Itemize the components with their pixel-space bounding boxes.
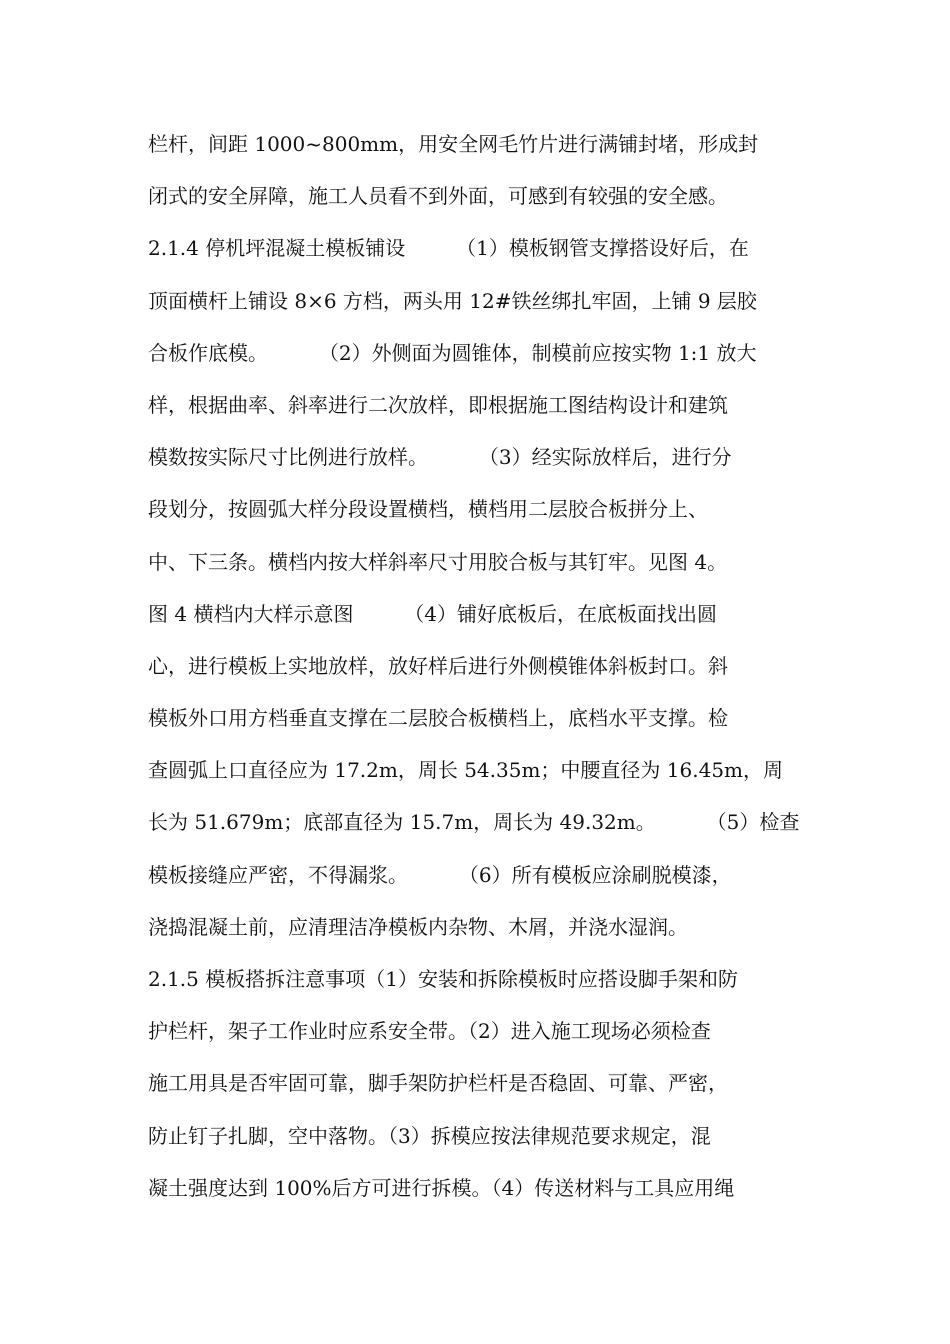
- text-line: 2.1.4 停机坪混凝土模板铺设 （1）模板钢管支撑搭设好后，在: [148, 236, 749, 261]
- text-line: 防止钉子扎脚，空中落物。（3）拆模应按法律规范要求规定，混: [148, 1123, 711, 1148]
- text-line: 长为 51.679m；底部直径为 15.7m，周长为 49.32m。 （5）检查: [148, 810, 800, 835]
- text-line: 模数按实际尺寸比例进行放样。 （3）经实际放样后，进行分: [148, 445, 732, 470]
- text-line: 浇捣混凝土前，应清理洁净模板内杂物、木屑，并浇水湿润。: [148, 914, 688, 939]
- text-line: 闭式的安全屏障，施工人员看不到外面，可感到有较强的安全感。: [148, 184, 728, 209]
- text-line: 模板外口用方档垂直支撑在二层胶合板横档上，底档水平支撑。检: [148, 706, 728, 731]
- text-line: 模板接缝应严密，不得漏浆。 （6）所有模板应涂刷脱模漆，: [148, 862, 732, 887]
- text-line: 查圆弧上口直径应为 17.2m，周长 54.35m；中腰直径为 16.45m，周: [148, 758, 784, 783]
- text-line: 样，根据曲率、斜率进行二次放样，即根据施工图结构设计和建筑: [148, 392, 728, 417]
- text-line: 2.1.5 模板搭拆注意事项（1）安装和拆除模板时应搭设脚手架和防: [148, 967, 738, 991]
- text-line: 凝土强度达到 100%后方可进行拆模。（4）传送材料与工具应用绳: [148, 1175, 735, 1200]
- body-text: [148, 118, 808, 1214]
- text-line: 施工用具是否牢固可靠，脚手架防护栏杆是否稳固、可靠、严密，: [148, 1071, 728, 1096]
- text-line: 护栏杆，架子工作业时应系安全带。（2）进入施工现场必须检查: [148, 1019, 711, 1044]
- text-line: 段划分，按圆弧大样分段设置横档，横档用二层胶合板拼分上、: [148, 497, 708, 522]
- text-line: 顶面横杆上铺设 8×6 方档，两头用 12#铁丝绑扎牢固，上铺 9 层胶: [148, 288, 757, 313]
- text-line: 图 4 横档内大样示意图 （4）铺好底板后，在底板面找出圆: [148, 601, 718, 626]
- text-line: 栏杆，间距 1000~800mm，用安全网毛竹片进行满铺封堵，形成封: [148, 132, 759, 156]
- text-line: 心，进行模板上实地放样，放好样后进行外侧模锥体斜板封口。斜: [148, 653, 728, 678]
- text-line: 中、下三条。横档内按大样斜率尺寸用胶合板与其钉牢。见图 4。: [148, 549, 728, 574]
- text-line: 合板作底模。 （2）外侧面为圆锥体，制模前应按实物 1:1 放大: [148, 340, 757, 365]
